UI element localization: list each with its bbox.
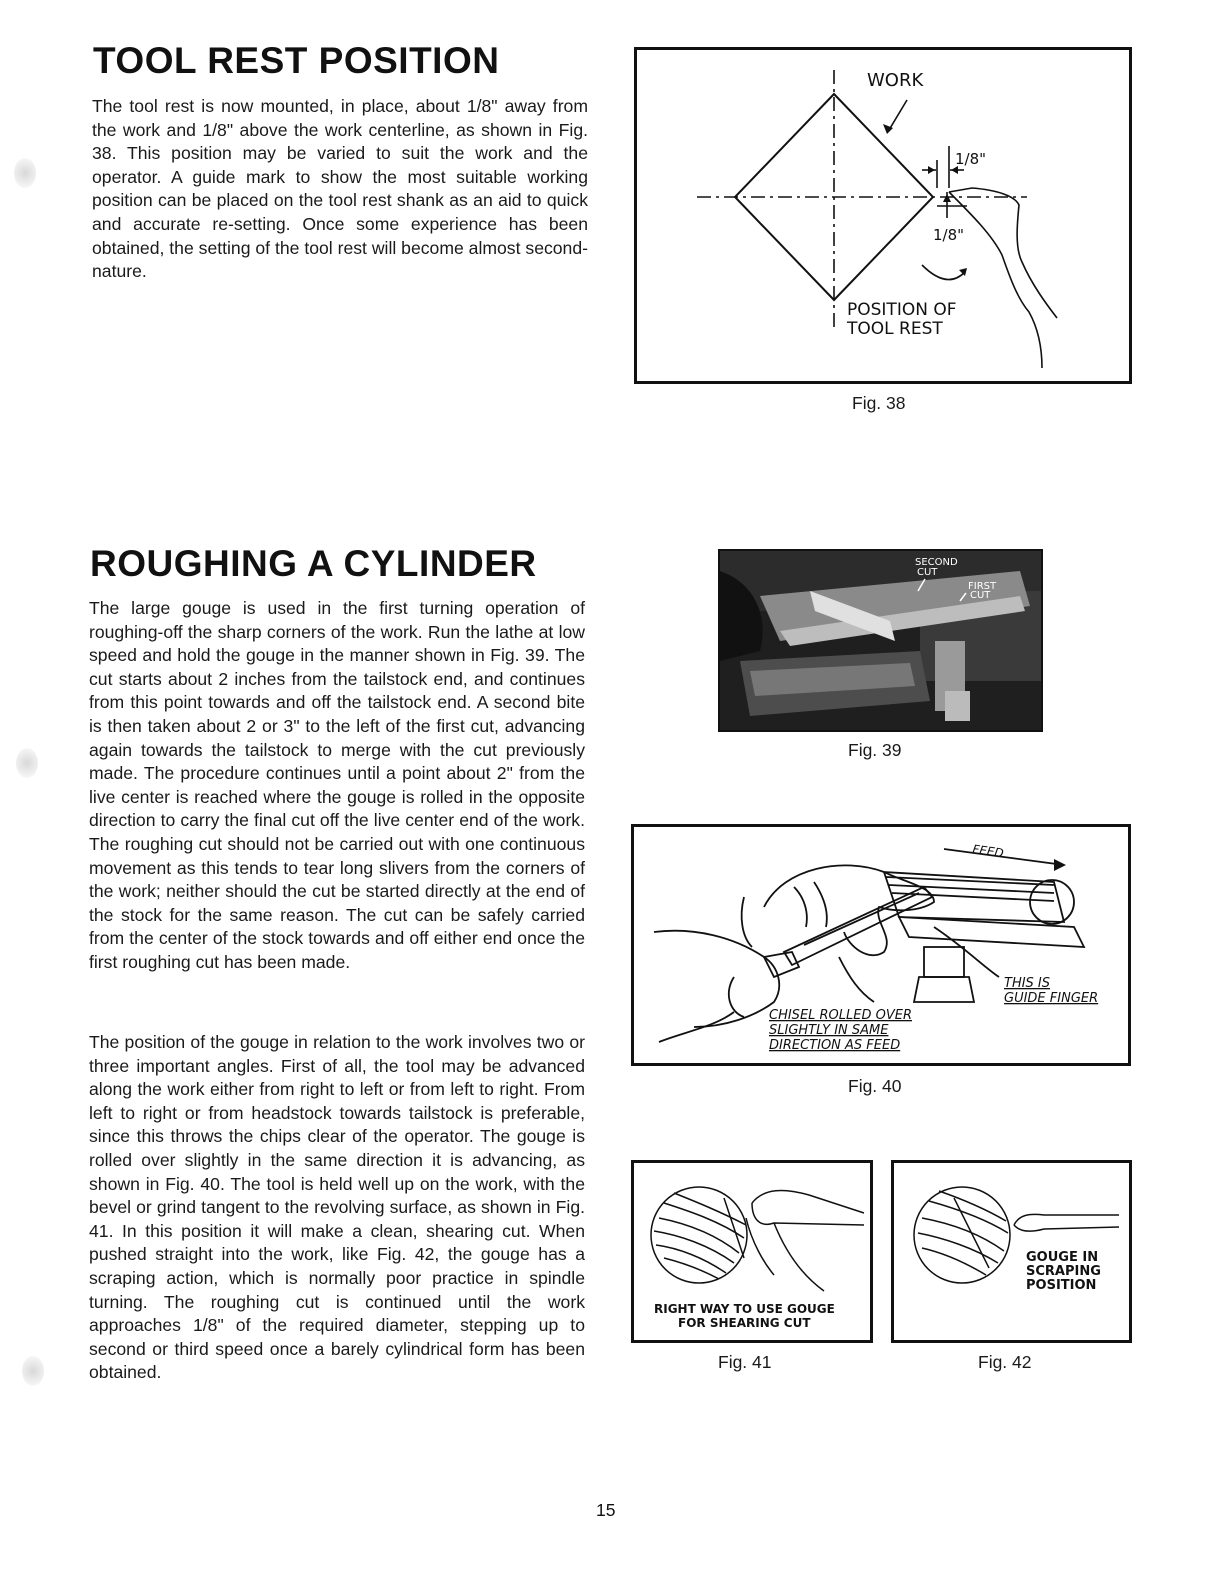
feed-label: FEED bbox=[971, 842, 1005, 861]
figure-38 bbox=[634, 47, 1132, 384]
section-body-tool-rest: The tool rest is now mounted, in place, about 1/8" away from the work and 1/8" above the work centerline, as shown in Fig. 38. This position may be varied to suit the work and the operator. A guide mark to show the most suitable working position can be placed on the tool rest shank as an aid to quick and accurate re-setting. Once some experience has been obtained, the setting of the tool rest will become almost second-nature. bbox=[92, 96, 588, 282]
figure-39-photo bbox=[718, 549, 1043, 732]
punch-hole-mark bbox=[22, 1356, 44, 1386]
figure-38-caption: Fig. 38 bbox=[852, 393, 906, 413]
section-title-tool-rest: TOOL REST POSITION bbox=[93, 40, 500, 81]
second-cut-label-line1: SECOND bbox=[915, 557, 958, 568]
fig42-label-line2: SCRAPING bbox=[1026, 1264, 1101, 1279]
figure-40 bbox=[631, 824, 1131, 1066]
figure-42 bbox=[891, 1160, 1132, 1343]
fig42-label-line1: GOUGE IN bbox=[1026, 1250, 1099, 1265]
work-label: WORK bbox=[867, 70, 924, 91]
first-cut-label-line1: FIRST bbox=[968, 581, 997, 592]
figure-40-caption: Fig. 40 bbox=[848, 1076, 902, 1096]
chisel-label-line3: DIRECTION AS FEED bbox=[769, 1038, 901, 1053]
section-title-roughing: ROUGHING A CYLINDER bbox=[90, 543, 537, 584]
section-body-roughing-para1: The large gouge is used in the first turning operation of roughing-off the sharp corners of the work. Run the lathe at low speed and hold the gouge in the manner shown in Fig. 39. The cut starts about 2 inches from the tailstock end, and continues from this point towards and off the tailstock end. A second bite is then taken about 2 or 3" to the left of the first cut, advancing again towards the tailstock to merge with the cut previously made. The procedure continues until a point about 2" from the live center is reached where the gouge is rolled in the opposite direction to carry the final cut off the live center end of the work. The roughing cut should not be carried out with one continuous movement as this tends to tear long slivers from the corners of the work; neither should the cut be started directly at the end of the stock for the same reason. The cut can be safely carried from the center of the stock towards and off either end once the first roughing cut has been made. bbox=[89, 598, 585, 972]
first-cut-label-line2: CUT bbox=[970, 590, 991, 601]
tool-rest-label-line1: POSITION OF bbox=[847, 300, 957, 320]
second-cut-label-line2: CUT bbox=[917, 567, 938, 578]
tool-rest-label-line2: TOOL REST bbox=[847, 319, 943, 339]
fig42-label-line3: POSITION bbox=[1026, 1278, 1097, 1293]
figure-40-drawing bbox=[634, 827, 1128, 1063]
figure-42-caption: Fig. 42 bbox=[978, 1352, 1032, 1372]
section-body-roughing-para2: The position of the gouge in relation to the work involves two or three important angles. First of all, the tool may be advanced along the work either from right to left or from left to right. From left to right or from headstock towards tailstock is preferable, since this throws the chips clear of the operator. The gouge is rolled over slightly in the same direction it is advancing, as shown in Fig. 40. The tool is held well up on the work, with the bevel or grind tangent to the revolving surface, as shown in Fig. 41. In this position it will make a clean, shearing cut. When pushed straight into the work, like Fig. 42, the gouge has a scraping action, which is normally poor practice in spindle turning. The roughing cut is continued until the work approaches 1/8" of the required diameter, stepping up to second or third speed once a barely cylindrical form has been obtained. bbox=[89, 1032, 585, 1383]
dim-label-vertical: 1/8" bbox=[933, 226, 965, 244]
figure-41-drawing bbox=[634, 1163, 870, 1340]
figure-41 bbox=[631, 1160, 873, 1343]
page-number: 15 bbox=[596, 1500, 616, 1520]
guide-finger-label-line2: GUIDE FINGER bbox=[1004, 991, 1099, 1006]
punch-hole-mark bbox=[14, 158, 36, 188]
chisel-label-line1: CHISEL ROLLED OVER bbox=[769, 1008, 913, 1023]
figure-42-drawing bbox=[894, 1163, 1129, 1340]
fig41-label-line1: RIGHT WAY TO USE GOUGE bbox=[654, 1302, 835, 1316]
figure-38-drawing bbox=[637, 50, 1129, 381]
fig41-label-line2: FOR SHEARING CUT bbox=[678, 1316, 811, 1330]
figure-39-caption: Fig. 39 bbox=[848, 740, 902, 760]
guide-finger-label-line1: THIS IS bbox=[1004, 976, 1051, 991]
figure-39-image bbox=[720, 551, 1041, 730]
dim-label-horizontal: 1/8" bbox=[955, 150, 987, 168]
punch-hole-mark bbox=[16, 748, 38, 778]
chisel-label-line2: SLIGHTLY IN SAME bbox=[769, 1023, 889, 1038]
figure-41-caption: Fig. 41 bbox=[718, 1352, 772, 1372]
